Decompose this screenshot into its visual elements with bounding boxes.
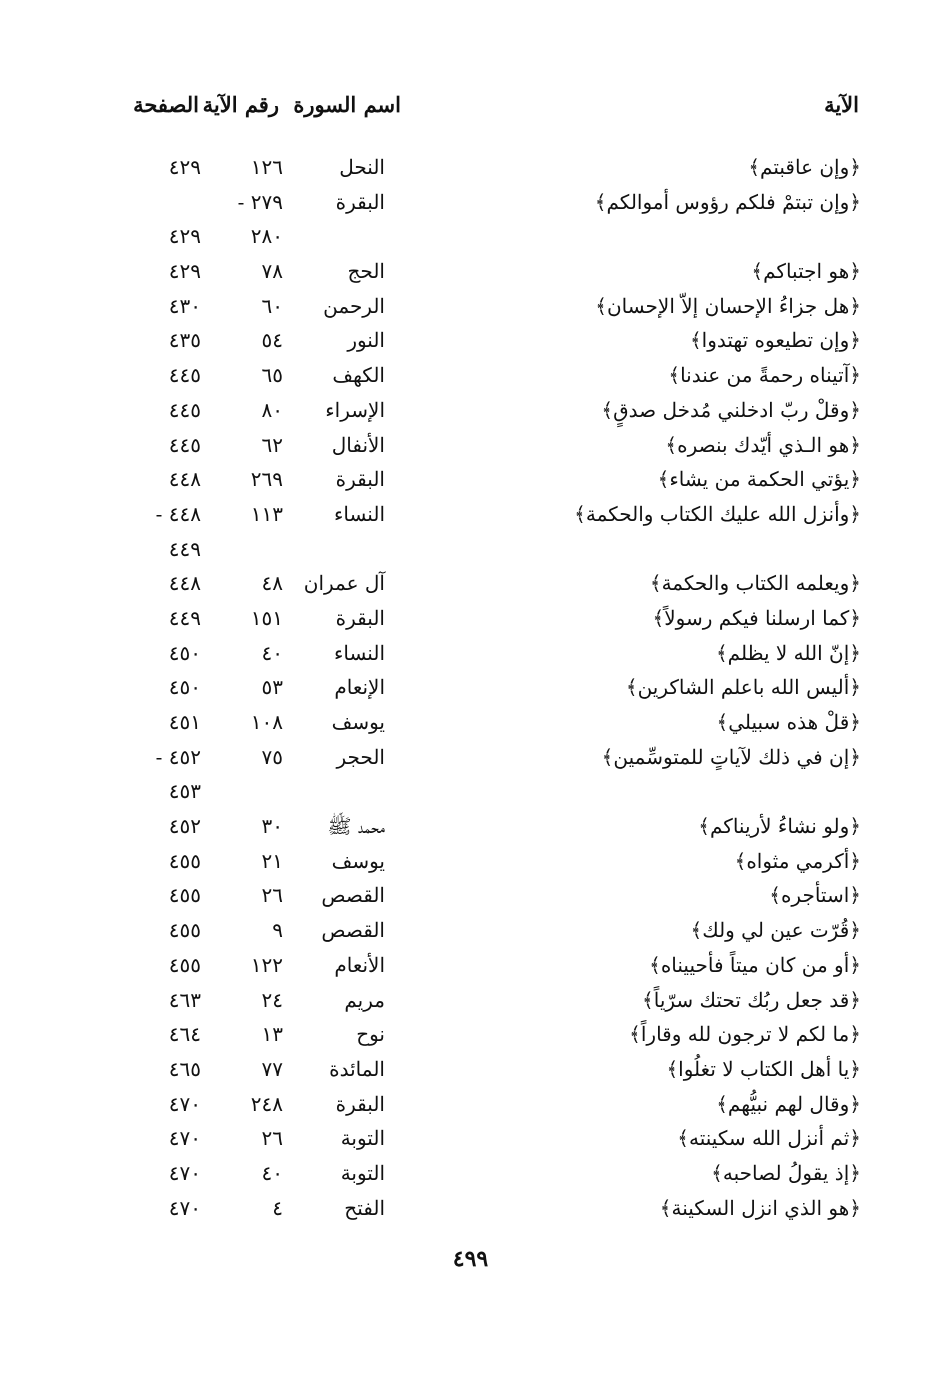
ayah-text: ﴿هل جزاءُ الإحسان إلاّ الإحسان﴾ xyxy=(595,293,861,318)
page-reference: ٤٤٨ xyxy=(168,571,201,596)
index-row xyxy=(0,1087,941,1122)
ayah-number: ١٣ xyxy=(261,1022,283,1047)
ayah-number: ٢٨٠ xyxy=(250,224,283,249)
ayah-text: ﴿إذ يقولُ لصاحبه﴾ xyxy=(711,1160,861,1185)
surah-name: الكهف xyxy=(332,363,385,388)
ayah-number: ٤ xyxy=(272,1195,283,1220)
index-row xyxy=(0,705,941,740)
ayah-number: ٤٠ xyxy=(261,640,283,665)
page-reference: ٤٤٨ - xyxy=(155,501,201,526)
page-reference: ٤٤٥ xyxy=(168,363,201,388)
ayah-text: ﴿هو اجتباكم﴾ xyxy=(751,259,861,284)
ayah-text: ﴿ما لكم لا ترجون لله وقاراً﴾ xyxy=(629,1022,861,1047)
index-row xyxy=(0,497,941,532)
ayah-text: ﴿آتيناه رحمةً من عندنا﴾ xyxy=(668,363,861,388)
page-reference: ٤٧٠ xyxy=(168,1160,201,1185)
ayah-number: ٥٣ xyxy=(261,675,283,700)
column-header-surah: اسم السورة xyxy=(293,92,401,117)
page-reference: ٤٥٢ xyxy=(168,814,201,839)
surah-name: الإسراء xyxy=(325,397,385,422)
column-header-page: الصفحة xyxy=(133,92,199,117)
page-reference: ٤٤٨ xyxy=(168,467,201,492)
ayah-text: ﴿وإن تطيعوه تهتدوا﴾ xyxy=(689,328,861,353)
page-reference: ٤٤٥ xyxy=(168,397,201,422)
index-row xyxy=(0,774,941,809)
surah-name: النساء xyxy=(333,501,385,526)
surah-name: التوبة xyxy=(340,1160,385,1185)
column-header-ayah: الآية xyxy=(824,92,859,117)
index-row xyxy=(0,185,941,220)
page-reference: ٤٧٠ xyxy=(168,1091,201,1116)
ayah-number: ٥٤ xyxy=(261,328,283,353)
index-row xyxy=(0,358,941,393)
index-row xyxy=(0,289,941,324)
index-row xyxy=(0,913,941,948)
ayah-text: ﴿وقلْ ربّ ادخلني مُدخل صدقٍ﴾ xyxy=(601,397,861,422)
page-reference: ٤٧٠ xyxy=(168,1195,201,1220)
ayah-text: ﴿هو الذي انزل السكينة﴾ xyxy=(659,1195,861,1220)
ayah-text: ﴿يا أهل الكتاب لا تغلُوا﴾ xyxy=(666,1056,861,1081)
surah-name: البقرة xyxy=(335,1091,385,1116)
surah-name: يوسف xyxy=(331,710,385,734)
index-row xyxy=(0,878,941,913)
surah-name: النور xyxy=(347,328,385,353)
page-reference: ٤٦٤ xyxy=(168,1022,201,1047)
index-row xyxy=(0,601,941,636)
ayah-text: ﴿ثم أنزل الله سكينته﴾ xyxy=(677,1126,861,1151)
index-row xyxy=(0,428,941,463)
ayah-number: ١٠٨ xyxy=(250,710,283,734)
ayah-number: ٣٠ xyxy=(261,814,283,839)
index-row xyxy=(0,1191,941,1226)
ayah-number: ١٢٦ xyxy=(250,155,283,179)
ayah-number: ٧٨ xyxy=(261,259,283,284)
index-table xyxy=(0,150,941,1225)
page-reference: ٤٣٥ xyxy=(168,328,201,353)
ayah-number: ٢٧٩ - xyxy=(237,189,283,214)
ayah-text: ﴿أكرمي مثواه﴾ xyxy=(734,848,861,873)
index-row xyxy=(0,219,941,254)
index-row xyxy=(0,1052,941,1087)
page-reference: ٤٣٠ xyxy=(168,293,201,318)
surah-name: محمد ﷺ xyxy=(327,814,385,839)
page-reference: ٤٤٩ xyxy=(168,536,201,561)
index-row xyxy=(0,532,941,567)
ayah-text: ﴿وإن عاقبتم﴾ xyxy=(748,155,861,179)
ayah-text: ﴿قد جعل ربُك تحتك سرّياً﴾ xyxy=(642,987,861,1012)
page-reference: ٤٥٠ xyxy=(168,675,201,700)
ayah-text: ﴿قُرّت عين لي ولك﴾ xyxy=(690,918,861,943)
surah-name: النحل xyxy=(339,155,385,179)
surah-name: يوسف xyxy=(331,848,385,873)
index-row xyxy=(0,1017,941,1052)
index-row xyxy=(0,1156,941,1191)
surah-name: النساء xyxy=(333,640,385,665)
ayah-text: ﴿وإن تبتمْ فلكم رؤوس أموالكم﴾ xyxy=(594,189,861,214)
ayah-number: ٧٧ xyxy=(261,1056,283,1081)
page-reference: ٤٦٥ xyxy=(168,1056,201,1081)
surah-name: البقرة xyxy=(335,605,385,630)
page-reference: ٤٥٣ xyxy=(168,779,201,804)
index-row xyxy=(0,254,941,289)
page-reference: ٤٥٢ - xyxy=(155,744,201,769)
page-reference: ٤٥٥ xyxy=(168,918,201,943)
surah-name: القصص xyxy=(321,883,385,908)
surah-name: الحجر xyxy=(336,744,385,769)
surah-name: البقرة xyxy=(335,189,385,214)
ayah-text: ﴿قلْ هذه سبيلي﴾ xyxy=(716,710,861,734)
page-number: ٤٩٩ xyxy=(452,1246,489,1272)
ayah-text: ﴿إنّ الله لا يظلم﴾ xyxy=(715,640,861,665)
surah-name: الإنعام xyxy=(334,675,385,700)
page-reference: ٤٥٥ xyxy=(168,952,201,977)
index-row xyxy=(0,809,941,844)
page-reference: ٤٢٩ xyxy=(168,259,201,284)
ayah-text: ﴿كما ارسلنا فيكم رسولاً﴾ xyxy=(652,605,861,630)
ayah-number: ٤٠ xyxy=(261,1160,283,1185)
ayah-number: ٧٥ xyxy=(261,744,283,769)
index-row xyxy=(0,323,941,358)
ayah-number: ٦٠ xyxy=(261,293,283,318)
surah-name: الأنفال xyxy=(331,432,385,457)
surah-name: القصص xyxy=(321,918,385,943)
index-row xyxy=(0,462,941,497)
index-row xyxy=(0,566,941,601)
ayah-text: ﴿استأجره﴾ xyxy=(769,883,861,908)
ayah-number: ١١٣ xyxy=(250,501,283,526)
ayah-text: ﴿ولو نشاءُ لأريناكم﴾ xyxy=(698,814,861,839)
index-row xyxy=(0,1121,941,1156)
surah-name: الفتح xyxy=(344,1195,385,1220)
index-row xyxy=(0,636,941,671)
page-reference: ٤٦٣ xyxy=(168,987,201,1012)
page-reference: ٤٤٩ xyxy=(168,605,201,630)
surah-name: التوبة xyxy=(340,1126,385,1151)
ayah-text: ﴿ويعلمه الكتاب والحكمة﴾ xyxy=(649,571,861,596)
page-reference: ٤٢٩ xyxy=(168,224,201,249)
surah-name: نوح xyxy=(356,1022,385,1047)
ayah-text: ﴿يؤتي الحكمة من يشاء﴾ xyxy=(657,467,861,492)
ayah-number: ٤٨ xyxy=(261,571,283,596)
ayah-number: ٢٦٩ xyxy=(250,467,283,492)
ayah-number: ٩ xyxy=(272,918,283,943)
column-header-ayah-number: رقم الآية xyxy=(202,92,279,117)
ayah-text: ﴿وقال لهم نبيُّهم﴾ xyxy=(716,1091,861,1116)
index-row xyxy=(0,844,941,879)
ayah-number: ٢١ xyxy=(261,848,283,873)
surah-name: مريم xyxy=(344,987,385,1012)
surah-name: المائدة xyxy=(329,1056,385,1081)
index-row xyxy=(0,983,941,1018)
ayah-text: ﴿أو من كان ميتاً فأحييناه﴾ xyxy=(649,952,861,977)
surah-name: الرحمن xyxy=(323,293,385,318)
ayah-text: ﴿وأنزل الله عليك الكتاب والحكمة﴾ xyxy=(574,501,861,526)
page-reference: ٤٥١ xyxy=(168,710,201,734)
ayah-number: ٦٥ xyxy=(261,363,283,388)
index-row xyxy=(0,150,941,185)
page-reference: ٤٥٥ xyxy=(168,848,201,873)
page-reference: ٤٥٠ xyxy=(168,640,201,665)
surah-name: البقرة xyxy=(335,467,385,492)
ayah-number: ٢٤٨ xyxy=(250,1091,283,1116)
ayah-text: ﴿هو الـذي أيّدك بنصره﴾ xyxy=(665,432,861,457)
surah-name: الأنعام xyxy=(334,952,385,977)
ayah-number: ١٢٢ xyxy=(250,952,283,977)
index-row xyxy=(0,740,941,775)
ayah-text: ﴿إن في ذلك لآياتٍ للمتوسِّمين﴾ xyxy=(601,744,861,769)
ayah-number: ٨٠ xyxy=(261,397,283,422)
ayah-text: ﴿أليس الله باعلم الشاكرين﴾ xyxy=(625,675,861,700)
index-row xyxy=(0,670,941,705)
page-reference: ٤٢٩ xyxy=(168,155,201,179)
index-row xyxy=(0,393,941,428)
ayah-number: ٢٤ xyxy=(261,987,283,1012)
index-row xyxy=(0,948,941,983)
ayah-number: ٢٦ xyxy=(261,1126,283,1151)
ayah-number: ٢٦ xyxy=(261,883,283,908)
surah-name: الحج xyxy=(347,259,385,284)
page-reference: ٤٤٥ xyxy=(168,432,201,457)
ayah-number: ١٥١ xyxy=(250,605,283,630)
page-reference: ٤٧٠ xyxy=(168,1126,201,1151)
ayah-number: ٦٢ xyxy=(261,432,283,457)
surah-name: آل عمران xyxy=(303,571,385,596)
page-reference: ٤٥٥ xyxy=(168,883,201,908)
